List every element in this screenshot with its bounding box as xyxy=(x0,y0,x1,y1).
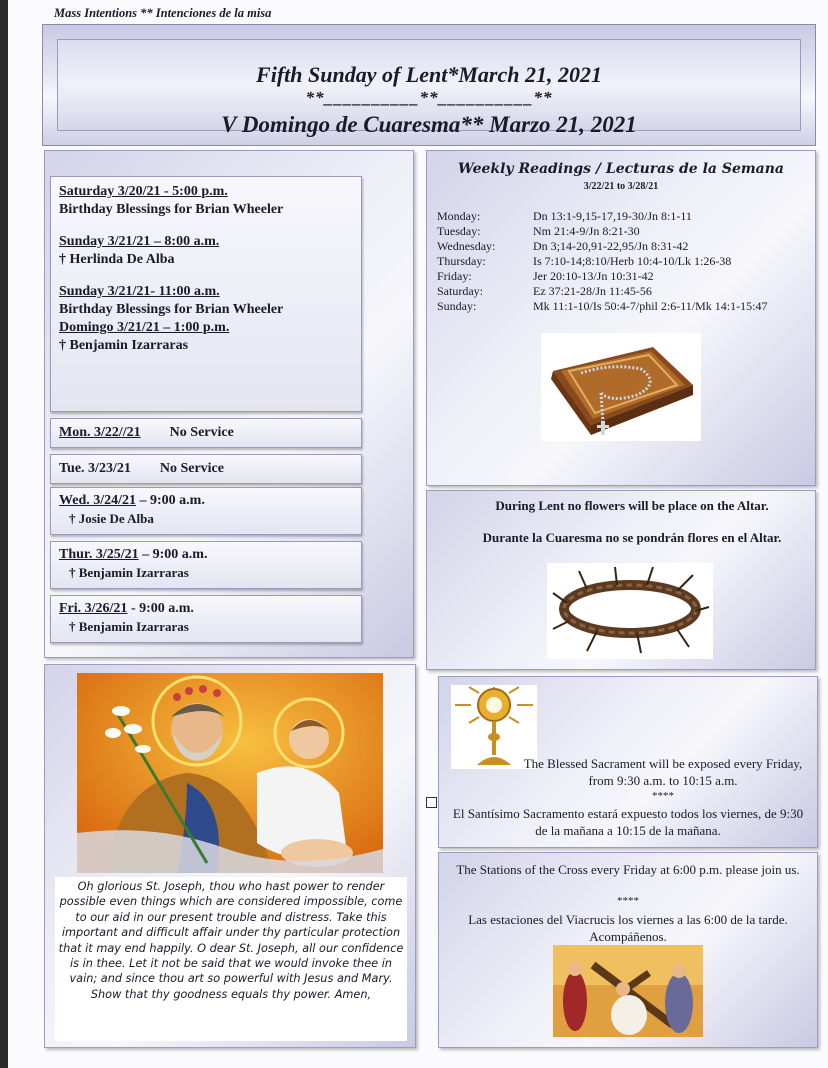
st-joseph-image xyxy=(77,673,383,873)
mass-note: No Service xyxy=(169,425,234,440)
reading-row: Sunday: Mk 11:1-10/Is 50:4-7/phil 2:6-11/Mk 14:1-15:47 xyxy=(437,299,768,313)
friday-box xyxy=(50,595,362,643)
readings-dates: 3/22/21 to 3/28/21 xyxy=(583,181,659,192)
mass-day: Fri. 3/26/21 xyxy=(59,601,128,616)
bible-rosary-image xyxy=(541,333,701,441)
mass-day: Wed. 3/24/21 xyxy=(59,493,137,508)
mass-intention: Birthday Blessings for Brian Wheeler xyxy=(59,202,284,217)
mass-time: – 9:00 a.m. xyxy=(138,547,208,562)
weekend-masses-box xyxy=(50,176,362,412)
reading-row: Saturday: Ez 37:21-28/Jn 11:45-56 xyxy=(437,284,652,298)
lent-notice-spanish: Durante la Cuaresma no se pondrán flores en el Altar. xyxy=(482,530,782,545)
reading-row: Friday: Jer 20:10-13/Jn 10:31-42 xyxy=(437,269,654,283)
blessed-sacrament-panel xyxy=(438,676,818,848)
mass-day: Thur. 3/25/21 xyxy=(59,547,139,562)
mass-time: – 9:00 a.m. xyxy=(136,493,205,508)
header-title-english: Fifth Sunday of Lent*March 21, 2021 xyxy=(256,62,602,87)
reading-row: Thursday: Is 7:10-14;8:10/Herb 10:4-10/Lk 1:26-38 xyxy=(437,254,732,268)
weekly-readings-panel xyxy=(426,150,816,486)
mass-intention: Birthday Blessings for Brian Wheeler xyxy=(59,302,284,317)
reading-row: Tuesday: Nm 21:4-9/Jn 8:21-30 xyxy=(437,224,640,238)
stations-english: The Stations of the Cross every Friday at 6:00 p.m. please join us. xyxy=(456,862,800,877)
header-title-spanish: V Domingo de Cuaresma** Marzo 21, 2021 xyxy=(221,112,637,137)
stations-spanish: Las estaciones del Viacrucis los viernes a las 6:00 de la tarde. Acompáñenos. xyxy=(468,912,788,944)
sacrament-english: The Blessed Sacrament will be exposed every Friday, from 9:30 a.m. to 10:15 a.m. xyxy=(523,756,803,788)
mass-time: - 9:00 a.m. xyxy=(127,601,194,616)
crown-of-thorns-image xyxy=(547,563,713,659)
reading-row: Wednesday: Dn 3;14-20,91-22,95/Jn 8:31-42 xyxy=(437,239,689,253)
mass-time: Saturday 3/20/21 - 5:00 p.m. xyxy=(59,184,228,199)
sacrament-spanish: El Santísimo Sacramento estará expuesto todos los viernes, de 9:30 de la mañana a 10:15 de la mañana. xyxy=(452,806,804,838)
stations-image xyxy=(553,945,703,1037)
mass-day: Mon. 3/22//21 xyxy=(59,425,141,440)
mass-intention: † Herlinda De Alba xyxy=(59,252,175,267)
stations-stars: **** xyxy=(617,895,639,907)
st-joseph-prayer: Oh glorious St. Joseph, thou who hast power to render possible even things which are considered impossible, come to our aid in our present trouble and distress. Take this important and difficult affair under thy particular protection that it may end happily. O dear St. Joseph, all our confidence is in thee. Let it not be said that we would invoke thee in vain; and since thou art so powerful with Jesus and Mary. Show that thy goodness equals thy power. Amen, xyxy=(55,877,407,1041)
mass-intention: † Benjamin Izarraras xyxy=(69,565,189,580)
header-banner xyxy=(42,24,816,146)
stations-of-cross-panel xyxy=(438,852,818,1048)
header-inner xyxy=(57,39,801,137)
tuesday-box xyxy=(50,454,362,484)
reading-row: Monday: Dn 13:1-9,15-17,19-30/Jn 8:1-11 xyxy=(437,209,692,223)
st-joseph-panel xyxy=(44,664,416,1048)
monday-box xyxy=(50,418,362,448)
checkbox-mark xyxy=(426,797,437,808)
mass-day: Tue. 3/23/21 xyxy=(59,461,131,476)
thursday-box xyxy=(50,541,362,589)
readings-title: Weekly Readings / Lecturas de la Semana xyxy=(458,161,784,177)
wednesday-box xyxy=(50,487,362,535)
mass-intentions-title: Mass Intentions ** Intenciones de la misa xyxy=(54,6,272,20)
mass-time: Sunday 3/21/21 – 8:00 a.m. xyxy=(59,234,220,249)
mass-note: No Service xyxy=(159,461,224,476)
scan-edge xyxy=(0,0,8,1068)
mass-time: Sunday 3/21/21- 11:00 a.m. xyxy=(59,284,220,299)
lent-notice-english: During Lent no flowers will be place on the Altar. xyxy=(495,498,769,513)
mass-intention: † Benjamin Izarraras xyxy=(69,619,189,634)
mass-intention: † Benjamin Izarraras xyxy=(59,338,189,353)
mass-time: Domingo 3/21/21 – 1:00 p.m. xyxy=(59,320,230,335)
lent-notice-panel xyxy=(426,490,816,670)
header-divider: **__________**__________** xyxy=(305,88,553,107)
mass-intention: † Josie De Alba xyxy=(69,511,154,526)
sacrament-stars: **** xyxy=(652,790,674,802)
